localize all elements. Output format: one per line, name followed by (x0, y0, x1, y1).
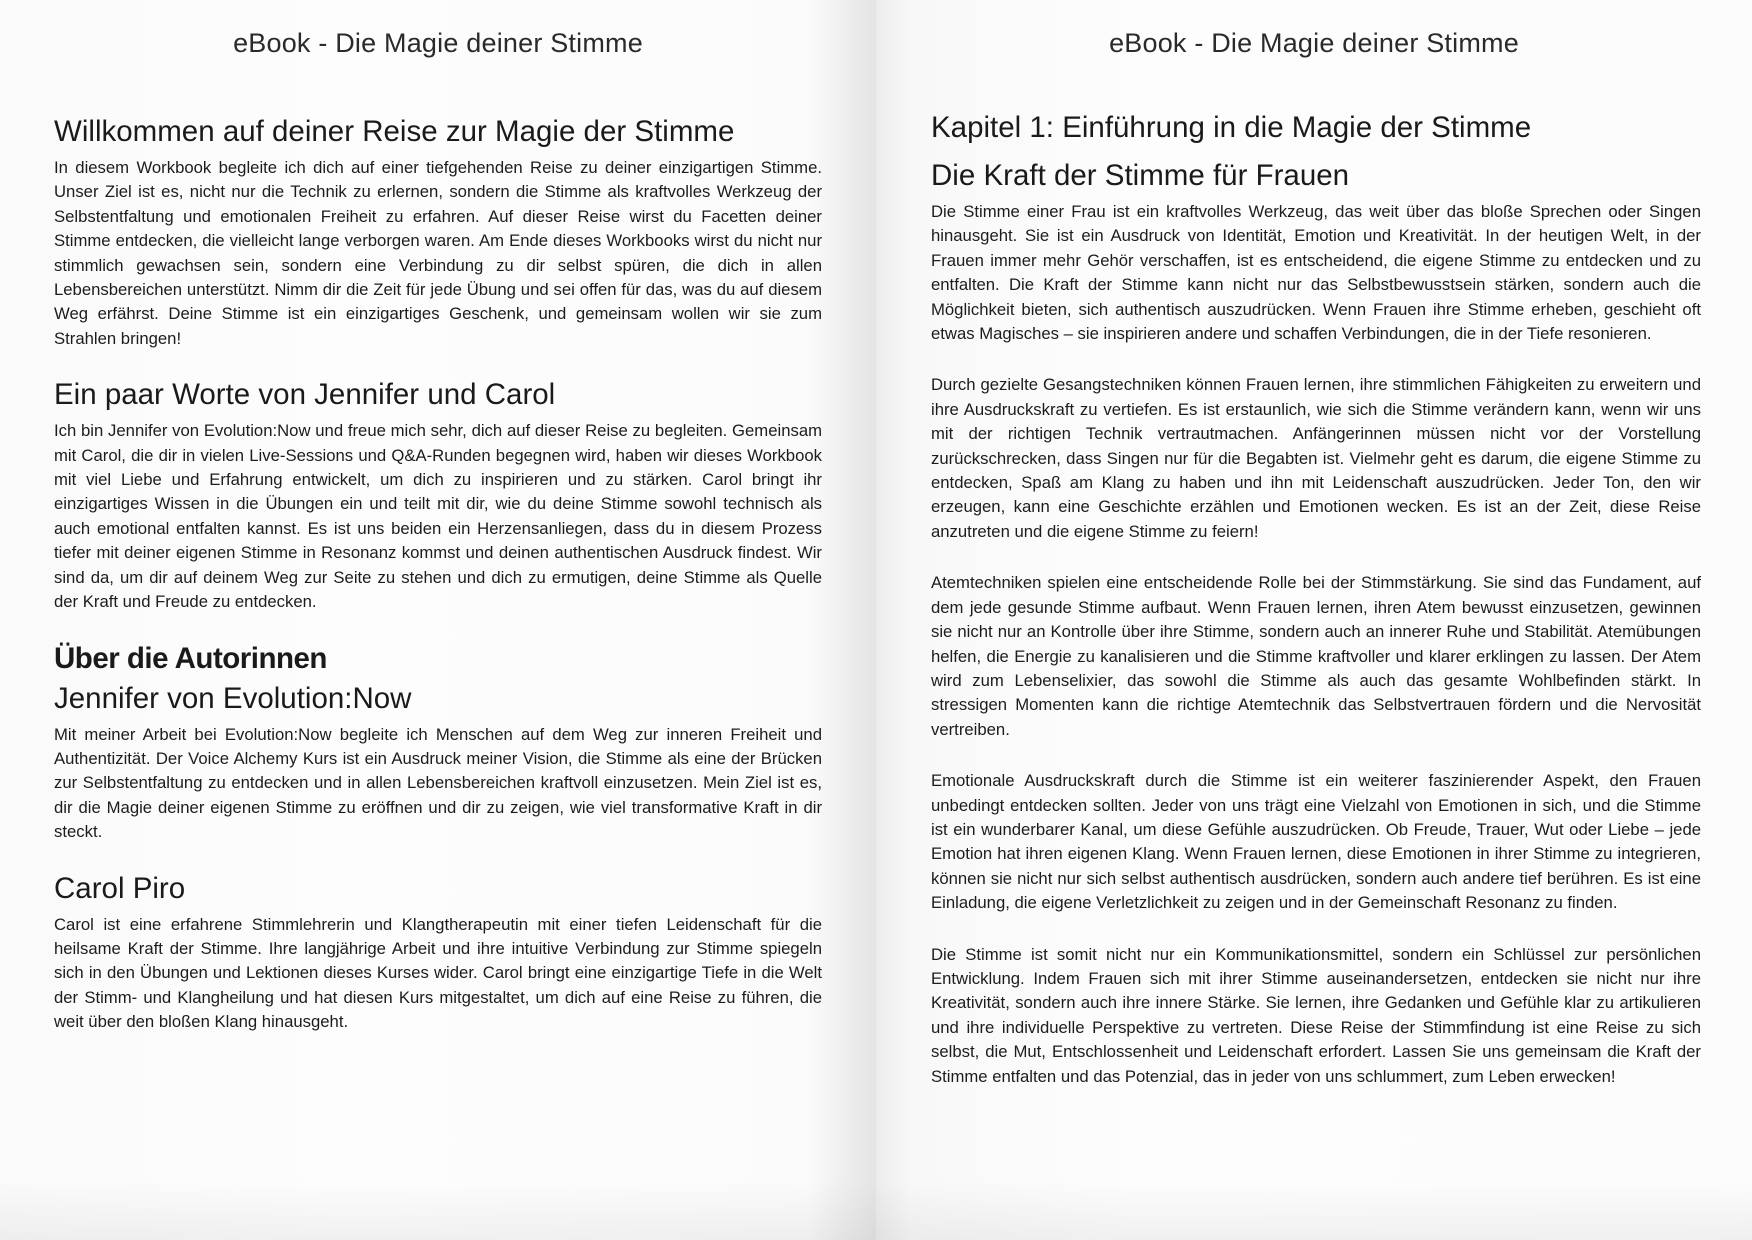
carol-heading: Carol Piro (54, 871, 186, 905)
left-page-content (54, 112, 822, 1035)
paragraph: Die Stimme ist somit nicht nur ein Kommunikationsmittel, sondern ein Schlüssel zur persönlichen Entwicklung. Indem Frauen sich mit ihrer Stimme auseinandersetzen, entdecken sie nicht nur ihre Kreativität, sondern auch ihre innere Stärke. Sie lernen, ihre Gedanken und Gefühle klar zu artikulieren und ihre individuelle Perspektive zu vertreten. Diese Reise der Stimmfindung ist eine Reise zu sich selbst, die Mut, Entschlossenheit und Leidenschaft erfordert. Lassen Sie uns gemeinsam die Kraft der Stimme entfalten und das Potenzial, das in jeder von uns schlummert, zum Leben erwecken! (931, 944, 1701, 1086)
authors-heading: Über die Autorinnen (54, 641, 327, 675)
right-page (876, 0, 1752, 1240)
carol-text: Carol ist eine erfahrene Stimmlehrerin und Klangtherapeutin mit einer tiefen Leidenschaft für die heilsame Kraft der Stimme. Ihre langjährige Arbeit und ihre intuitive Verbindung zur Stimme spiegeln sich in den Übungen und Lektionen dieses Kurses wider. Carol bringt eine einzigartige Tiefe in die Welt der Stimm- und Klangheilung und hat diesen Kurs mitgestaltet, um dich auf eine Reise zu führen, die weit über den bloßen Klang hinausgeht. (54, 914, 822, 1032)
words-text: Ich bin Jennifer von Evolution:Now und freue mich sehr, dich auf dieser Reise zu begleiten. Gemeinsam mit Carol, die dir in vielen Live-Sessions und Q&A-Runden begegnen wird, haben wir dieses Workbook mit viel Liebe und Erfahrung entwickelt, um dich zu inspirieren und zu stärken. Carol bringt ihr einzigartiges Wissen in die Übungen ein und teilt mit dir, wie du deine Stimme sowohl technisch als auch emotional entfalten kannst. Es ist uns beiden ein Herzensanliegen, dass du in diesem Prozess tiefer mit deiner eigenen Stimme in Resonanz kommst und deinen authentischen Ausdruck findest. Wir sind da, um dir auf deinem Weg zur Seite zu stehen und dich zu ermutigen, deine Stimme als Quelle der Kraft und Freude zu entdecken. (54, 421, 822, 612)
words-heading: Ein paar Worte von Jennifer und Carol (54, 378, 556, 412)
paragraph: Durch gezielte Gesangstechniken können Frauen lernen, ihre stimmlichen Fähigkeiten zu erweitern und ihre Ausdruckskraft zu vertiefen. Es ist erstaunlich, wie sich die Stimme verändern kann, wenn wir uns mit der richtigen Technik vertrautmachen. Anfängerinnen müssen nicht vor der Vorstellung zurückschrecken, dass Singen nur für die Begabten ist. Vielmehr geht es darum, die eigene Stimme zu entdecken, Spaß am Klang zu haben und ihn mit Leidenschaft auszudrücken. Jeder Ton, den wir erzeugen, kann eine Geschichte erzählen und Emotionen wecken. Es ist an der Zeit, diese Reise anzutreten und die eigene Stimme zu feiern! (931, 375, 1701, 541)
paragraph: Atemtechniken spielen eine entscheidende Rolle bei der Stimmstärkung. Sie sind das Fundament, auf dem jede gesunde Stimme aufbaut. Wenn Frauen lernen, ihren Atem bewusst einzusetzen, gewinnen sie nicht nur an Kontrolle über ihre Stimme, sondern auch an innerer Ruhe und Stabilität. Atemübungen helfen, die Energie zu kanalisieren und die Stimme kraftvoller und klarer erklingen zu lassen. Der Atem wird zum Lebenselixier, das sowohl die Stimme als auch das gesamte Wohlbefinden stärkt. In stressigen Momenten kann die richtige Atemtechnik das Selbstvertrauen fördern und die Nervosität vertreiben. (931, 573, 1701, 739)
jennifer-heading: Jennifer von Evolution:Now (54, 681, 412, 715)
welcome-heading: Willkommen auf deiner Reise zur Magie der Stimme (54, 115, 735, 148)
welcome-text: In diesem Workbook begleite ich dich auf einer tiefgehenden Reise zu deiner einzigartigen Stimme. Unser Ziel ist es, nicht nur die Technik zu erlernen, sondern die Stimme als kraftvolles Werkzeug der Selbstentfaltung und emotionalen Freiheit zu erfahren. Auf dieser Reise wirst du Facetten deiner Stimme entdecken, die vielleicht lange verborgen waren. Am Ende dieses Workbooks wirst du nicht nur stimmlich gewachsen sein, sondern eine Verbindung zu dir selbst spüren, die dich in allen Lebensbereichen unterstützt. Nimm dir die Zeit für jede Übung und sei offen für das, was du auf diesem Weg erfährst. Deine Stimme ist ein einzigartiges Geschenk, und gemeinsam wollen wir sie zum Strahlen bringen! (54, 158, 822, 348)
left-running-head: eBook - Die Magie deiner Stimme (233, 28, 643, 58)
paragraph: Emotionale Ausdruckskraft durch die Stimme ist ein weiterer faszinierender Aspekt, den Frauen unbedingt entdecken sollten. Jeder von uns trägt eine Vielzahl von Emotionen in sich, und die Stimme ist ein wunderbarer Kanal, um diese Gefühle auszudrücken. Ob Freude, Trauer, Wut oder Liebe – jede Emotion hat ihren eigenen Klang. Wenn Frauen lernen, diese Emotionen in ihrer Stimme zu integrieren, können sie nicht nur sich selbst authentisch ausdrücken, sondern auch andere tief berühren. Es ist eine Einladung, die eigene Verletzlichkeit zu zeigen und in der Gemeinschaft Resonanz zu finden. (931, 771, 1701, 913)
section-heading: Die Kraft der Stimme für Frauen (931, 159, 1350, 192)
right-running-head: eBook - Die Magie deiner Stimme (1109, 28, 1519, 58)
paragraph: Die Stimme einer Frau ist ein kraftvolles Werkzeug, das weit über das bloße Sprechen oder Singen hinausgeht. Sie ist ein Ausdruck von Identität, Emotion und Kreativität. In der heutigen Welt, in der Frauen immer mehr Gehör verschaffen, ist es entscheidend, die eigene Stimme zu entdecken und zu entfalten. Die Kraft der Stimme kann nicht nur das Selbstbewusstsein stärken, sondern auch die Möglichkeit bieten, sich authentisch auszudrücken. Wenn Frauen ihre Stimme erheben, geschieht oft etwas Magisches – sie inspirieren andere und schaffen Verbindungen, die in der Tiefe resonieren. (931, 202, 1701, 344)
jennifer-text: Mit meiner Arbeit bei Evolution:Now begleite ich Menschen auf dem Weg zur inneren Freiheit und Authentizität. Der Voice Alchemy Kurs ist ein Ausdruck meiner Vision, die Stimme als eine der Brücken zur Selbstentfaltung zu entdecken und in allen Lebensbereichen kraftvoll einzusetzen. Mein Ziel ist es, dir die Magie deiner eigenen Stimme zu eröffnen und dir zu zeigen, wie viel transformative Kraft in dir steckt. (54, 724, 822, 842)
chapter-heading: Kapitel 1: Einführung in die Magie der Stimme (931, 111, 1532, 144)
right-page-content (931, 108, 1701, 1089)
